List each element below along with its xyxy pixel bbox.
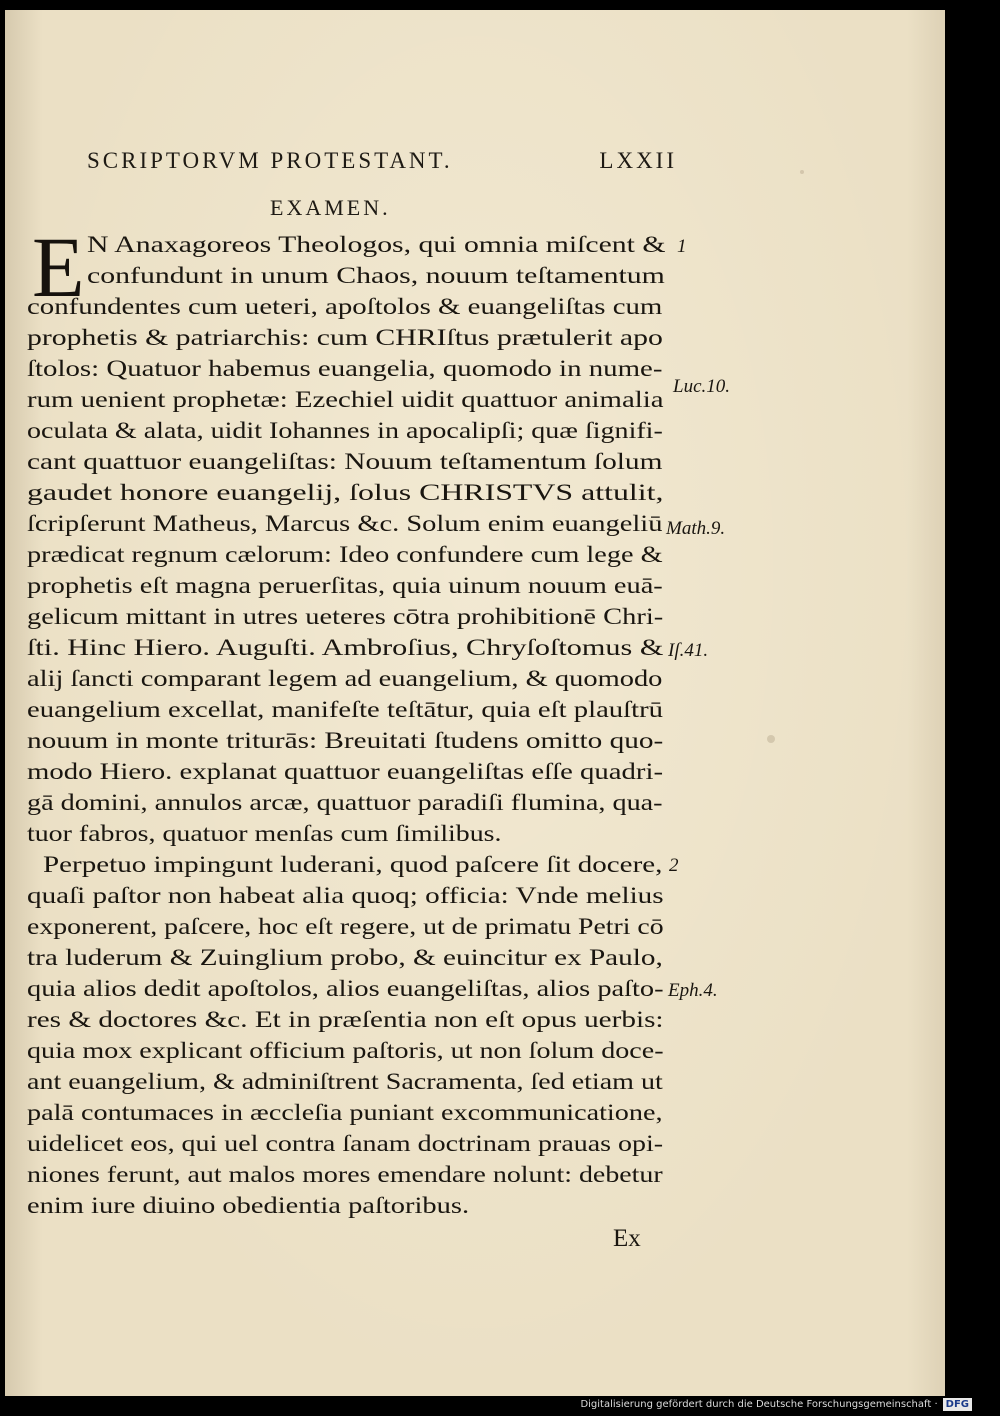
text-line: prædicat regnum cælorum: Ideo confundere cum lege & xyxy=(27,542,663,567)
running-head-title: SCRIPTORVM PROTESTANT. xyxy=(87,148,453,173)
text-line: quia alios dedit apoſtolos, alios euangeliſtas, alios paſto- xyxy=(27,976,664,1001)
digitization-footer xyxy=(580,1398,972,1411)
text-line: gelicum mittant in utres ueteres cōtra prohibitionē Chri- xyxy=(27,604,664,629)
margin-note: Math.9. xyxy=(666,518,726,539)
text-line: ſtolos: Quatuor habemus euangelia, quomodo in nume- xyxy=(27,356,663,381)
section-heading: EXAMEN. xyxy=(270,195,391,220)
text-line: uidelicet eos, qui uel contra ſanam doctrinam prauas opi- xyxy=(27,1131,664,1156)
text-line: euangelium excellat, manifeſte teſtātur, quia eſt plauſtrū xyxy=(27,697,663,722)
text-line: quia mox explicant officium paſtoris, ut non ſolum doce- xyxy=(27,1038,664,1063)
book-page xyxy=(5,10,945,1396)
margin-note: Eph.4. xyxy=(668,980,718,1001)
text-line: quaſi paſtor non habeat alia quoq; officia: Vnde melius xyxy=(27,883,664,908)
text-line: tra luderum & Zuinglium probo, & euincitur ex Paulo, xyxy=(27,945,663,970)
text-line: prophetis eſt magna peruerſitas, quia uinum nouum euā- xyxy=(27,573,663,598)
text-line: modo Hiero. explanat quattuor euangeliſtas eſſe quadri- xyxy=(27,759,664,784)
text-line: ſti. Hinc Hiero. Auguſti. Ambroſius, Chryſoſtomus & xyxy=(27,635,664,660)
text-line: confundentes cum ueteri, apoſtolos & euangeliſtas cum xyxy=(27,294,663,319)
margin-note: 1 xyxy=(677,236,687,257)
text-line: nouum in monte triturās: Breuitati ſtudens omitto quo- xyxy=(27,728,664,753)
text-line: ſcripſerunt Matheus, Marcus &c. Solum enim euangeliū xyxy=(27,511,663,536)
margin-note: Luc.10. xyxy=(673,376,730,397)
text-line: rum uenient prophetæ: Ezechiel uidit quattuor animalia xyxy=(27,387,664,412)
text-line: prophetis & patriarchis: cum CHRIſtus prætulerit apo xyxy=(27,325,663,350)
text-line: confundunt in unum Chaos, nouum teſtamentum xyxy=(87,263,665,288)
text-line: Perpetuo impingunt luderani, quod paſcere ſit docere, xyxy=(43,852,663,877)
ink-spot xyxy=(767,735,775,743)
text-line: enim iure diuino obedientia paſtoribus. xyxy=(27,1193,470,1218)
folio-number: LXXII xyxy=(599,148,677,173)
text-line: gaudet honore euangelij, ſolus CHRISTVS attulit, xyxy=(27,480,664,505)
ink-spot xyxy=(800,170,804,174)
text-line: res & doctores &c. Et in præſentia non eſt opus uerbis: xyxy=(27,1007,664,1032)
catchword: Ex xyxy=(613,1225,641,1252)
margin-note: Iſ.41. xyxy=(668,640,709,661)
text-line: palā contumaces in æccleſia puniant excommunicatione, xyxy=(27,1100,663,1125)
footer-text: Digitalisierung gefördert durch die Deutsche Forschungsgemeinschaft · xyxy=(580,1399,938,1410)
text-line: niones ferunt, aut malos mores emendare nolunt: debetur xyxy=(27,1162,663,1187)
text-line: oculata & alata, uidit Iohannes in apocalipſi; quæ ſignifi- xyxy=(27,418,663,443)
text-line: N Anaxagoreos Theologos, qui omnia miſcent & xyxy=(87,232,666,257)
dfg-logo: DFG xyxy=(943,1398,972,1411)
text-line: ant euangelium, & adminiſtrent Sacramenta, ſed etiam ut xyxy=(27,1069,663,1094)
text-line: alij ſancti comparant legem ad euangelium, & quomodo xyxy=(27,666,663,691)
text-line: gā domini, annulos arcæ, quattuor paradiſi flumina, qua- xyxy=(27,790,663,815)
text-line: exponerent, paſcere, hoc eſt regere, ut de primatu Petri cō xyxy=(27,914,664,939)
text-line: tuor fabros, quatuor menſas cum ſimilibus. xyxy=(27,821,502,846)
drop-cap-initial: E xyxy=(32,219,85,315)
margin-note: 2 xyxy=(669,855,679,876)
text-line: cant quattuor euangeliſtas: Nouum teſtamentum ſolum xyxy=(27,449,663,474)
